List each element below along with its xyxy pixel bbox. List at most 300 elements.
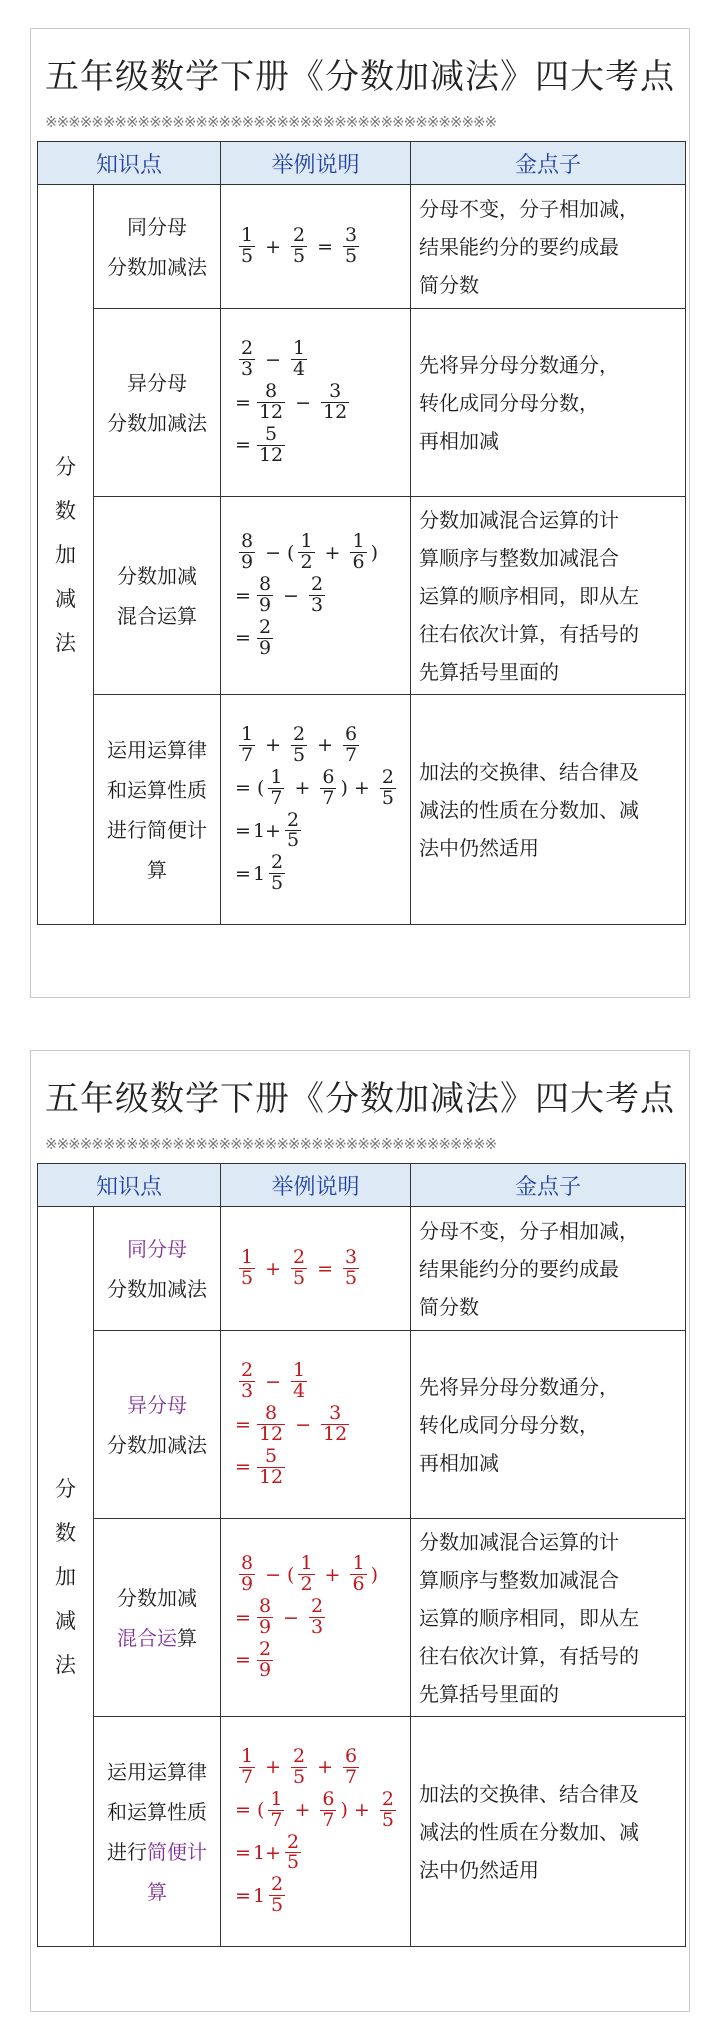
numerator: 2 — [293, 1744, 306, 1767]
numerator: 8 — [241, 530, 254, 553]
denominator: 7 — [345, 1765, 358, 1788]
denominator: 7 — [322, 1808, 335, 1831]
math-line — [235, 382, 410, 423]
operator: + — [265, 1756, 282, 1779]
text-line: 转化成同分母分数， — [419, 1412, 600, 1437]
operator: + — [353, 1799, 370, 1822]
worksheet-card-plain — [30, 28, 690, 998]
numerator: 2 — [310, 573, 324, 596]
numerator: 5 — [264, 1444, 278, 1467]
fraction — [350, 532, 366, 573]
math-line — [235, 1554, 410, 1595]
fraction — [257, 1404, 285, 1445]
denominator: 12 — [323, 1423, 348, 1445]
text-line: = — [235, 777, 251, 800]
operator: = — [317, 1257, 334, 1280]
header-tip: 金点子 — [411, 1164, 686, 1207]
math-line — [235, 575, 410, 616]
topic-cell — [94, 497, 221, 695]
highlighted-term: 算 — [147, 1879, 167, 1904]
text-line: 数 — [55, 498, 76, 523]
topic-cell — [94, 185, 221, 309]
example-cell — [221, 1207, 411, 1331]
math-line — [235, 1875, 410, 1916]
table-header-row — [38, 142, 686, 185]
numerator: 2 — [381, 1787, 394, 1810]
table-header-row — [38, 1164, 686, 1207]
text-line: 同分母 — [127, 214, 187, 239]
numerator: 2 — [293, 722, 306, 745]
denominator: 3 — [310, 1616, 324, 1638]
table-row — [38, 309, 686, 497]
highlighted-term: 混合运 — [117, 1625, 177, 1650]
numerator: 1 — [300, 530, 313, 553]
topic-cell — [94, 1717, 221, 1947]
page-title: 五年级数学下册《分数加减法》四大考点 — [45, 57, 675, 97]
text-line: 法 — [55, 1652, 76, 1677]
operator: + — [317, 734, 334, 757]
numerator: 2 — [241, 1359, 254, 1382]
numerator: 1 — [241, 722, 254, 745]
denominator: 7 — [270, 786, 283, 809]
denominator: 9 — [258, 594, 272, 616]
numerator: 2 — [271, 1873, 284, 1896]
operator: + — [294, 1799, 311, 1822]
numerator: 2 — [293, 224, 306, 247]
denominator: 5 — [271, 872, 284, 895]
numerator: 3 — [329, 380, 342, 403]
numerator: 1 — [270, 1787, 283, 1810]
text-line: ( — [256, 777, 265, 800]
text-line: 分数加减法 — [107, 1276, 207, 1301]
denominator: 5 — [381, 1808, 394, 1831]
text-line: = — [235, 1606, 251, 1629]
math-line — [235, 765, 410, 809]
text-line: 和运算性质 — [107, 1799, 207, 1824]
tip-cell — [411, 185, 686, 309]
header-knowledge-point: 知识点 — [38, 1164, 221, 1207]
text-line: = — [235, 1649, 251, 1672]
numerator: 2 — [271, 851, 284, 874]
text-line: 1+ — [252, 819, 281, 842]
table-row — [38, 1717, 686, 1947]
text-line: ( — [287, 1563, 295, 1586]
numerator: 1 — [293, 1359, 306, 1382]
text-line: = — [235, 1413, 251, 1436]
table-row — [38, 1519, 686, 1717]
operator: + — [324, 1563, 341, 1586]
numerator: 6 — [345, 1744, 358, 1767]
example-cell — [221, 695, 411, 925]
numerator: 2 — [258, 1637, 272, 1660]
denominator: 5 — [293, 245, 306, 267]
text-line: 减 — [55, 586, 76, 611]
tip-cell — [411, 1519, 686, 1717]
fraction — [291, 226, 307, 267]
text-line: 简分数 — [419, 272, 480, 297]
denominator: 6 — [352, 551, 365, 574]
denominator: 7 — [241, 743, 254, 766]
text-line: 分数加减混合运算的计 — [419, 507, 620, 532]
text-line: ) — [370, 541, 378, 564]
fraction — [343, 226, 359, 267]
denominator: 12 — [323, 401, 348, 423]
math-line — [235, 422, 410, 466]
numerator: 3 — [345, 1246, 358, 1269]
decorative-separator: ※※※※※※※※※※※※※※※※※※※※※※※※※※※※※※※※※※※※※※※ — [45, 113, 497, 131]
tip-cell — [411, 1207, 686, 1331]
numerator: 8 — [264, 380, 278, 403]
operator: + — [265, 235, 282, 258]
table-row — [38, 1207, 686, 1331]
text-line: 和运算性质 — [107, 777, 207, 802]
category-cell — [38, 1207, 94, 1947]
numerator: 6 — [322, 1787, 335, 1810]
text-line: 算顺序与整数加减混合 — [419, 545, 620, 570]
operator: − — [265, 1563, 282, 1586]
numerator: 2 — [286, 808, 300, 831]
operator: − — [265, 348, 282, 371]
fraction — [291, 1361, 307, 1402]
fraction — [239, 722, 255, 766]
text-line: ) — [340, 1799, 348, 1822]
denominator: 9 — [241, 1573, 254, 1596]
topic-cell — [94, 695, 221, 925]
operator: + — [324, 541, 341, 564]
topic-cell — [94, 1331, 221, 1519]
math-line — [235, 339, 410, 380]
operator: − — [265, 1370, 282, 1393]
text-line: 往右依次计算，有括号的 — [419, 1643, 640, 1668]
text-line: 进行 — [107, 1839, 147, 1864]
numerator: 1 — [270, 765, 283, 788]
page-title: 五年级数学下册《分数加减法》四大考点 — [45, 1079, 675, 1119]
numerator: 2 — [381, 765, 394, 788]
fraction — [239, 1744, 255, 1788]
fraction — [239, 226, 255, 267]
numerator: 1 — [241, 1246, 254, 1269]
fraction — [380, 1787, 396, 1831]
math-line — [235, 1637, 410, 1681]
example-cell — [221, 309, 411, 497]
numerator: 2 — [241, 337, 254, 360]
denominator: 5 — [293, 1765, 306, 1788]
denominator: 9 — [258, 1616, 272, 1638]
fraction — [291, 339, 307, 380]
numerator: 8 — [258, 573, 272, 596]
operator: − — [283, 584, 299, 607]
example-cell — [221, 497, 411, 695]
header-knowledge-point: 知识点 — [38, 142, 221, 185]
fraction — [298, 1554, 314, 1595]
operator: − — [265, 541, 282, 564]
fraction — [257, 1637, 273, 1681]
example-cell — [221, 1331, 411, 1519]
text-line: 再相加减 — [419, 1450, 500, 1475]
operator: − — [295, 1413, 312, 1436]
fraction — [350, 1554, 366, 1595]
fraction — [291, 1248, 307, 1289]
math-line — [235, 853, 410, 894]
text-line: 结果能约分的要约成最 — [419, 234, 620, 259]
numerator: 2 — [310, 1595, 324, 1618]
text-line: 减法的性质在分数加、减 — [419, 1819, 640, 1844]
topic-cell — [94, 1519, 221, 1717]
denominator: 5 — [271, 1894, 284, 1917]
denominator: 12 — [258, 1423, 284, 1445]
text-line: 先算括号里面的 — [419, 659, 560, 684]
text-line: 1 — [252, 1884, 266, 1907]
fraction — [239, 1554, 255, 1595]
denominator: 7 — [322, 786, 335, 809]
fraction — [343, 722, 359, 766]
text-line: ( — [256, 1799, 265, 1822]
fraction — [257, 382, 285, 423]
denominator: 9 — [258, 1658, 272, 1681]
text-line: 算 — [147, 857, 167, 882]
numerator: 8 — [258, 1595, 272, 1618]
text-line: 分数加减法 — [107, 410, 207, 435]
numerator: 8 — [241, 1552, 254, 1575]
text-line: 加 — [55, 542, 76, 567]
denominator: 2 — [300, 551, 313, 574]
fraction — [343, 1744, 359, 1788]
denominator: 5 — [286, 1851, 300, 1874]
example-cell — [221, 1519, 411, 1717]
denominator: 12 — [258, 401, 284, 423]
numerator: 2 — [258, 615, 272, 638]
text-line: 简分数 — [419, 1294, 480, 1319]
table-row — [38, 497, 686, 695]
fraction — [285, 1830, 301, 1874]
text-line: 分数加减混合运算的计 — [419, 1529, 620, 1554]
topic-cell — [94, 309, 221, 497]
text-line: 数 — [55, 1520, 76, 1545]
fraction — [309, 1597, 325, 1638]
math-line — [235, 1444, 410, 1488]
fraction — [257, 1597, 273, 1638]
text-line: 运用运算律 — [107, 737, 207, 762]
math-line — [235, 532, 410, 573]
knowledge-table — [37, 141, 686, 925]
denominator: 5 — [241, 1267, 254, 1289]
numerator: 6 — [345, 722, 358, 745]
text-line: 算 — [177, 1625, 197, 1650]
denominator: 7 — [345, 743, 358, 766]
numerator: 1 — [241, 1744, 254, 1767]
text-line: 加法的交换律、结合律及 — [419, 1781, 640, 1806]
text-line: 法 — [55, 630, 76, 655]
numerator: 8 — [264, 1402, 278, 1425]
denominator: 12 — [258, 1465, 284, 1488]
fraction — [257, 575, 273, 616]
text-line: 分数加减 — [117, 563, 197, 588]
text-line — [95, 1618, 219, 1658]
fraction — [320, 765, 336, 809]
denominator: 12 — [258, 443, 284, 466]
text-line: 往右依次计算，有括号的 — [419, 621, 640, 646]
denominator: 5 — [381, 786, 394, 809]
denominator: 5 — [293, 1267, 306, 1289]
text-line: ) — [370, 1563, 378, 1586]
fraction — [239, 1248, 255, 1289]
text-line: 1+ — [252, 1841, 281, 1864]
text-line: 加法的交换律、结合律及 — [419, 759, 640, 784]
fraction — [257, 1444, 285, 1488]
worksheet-card-highlighted — [30, 1050, 690, 2012]
example-cell — [221, 1717, 411, 1947]
text-line: = — [235, 584, 251, 607]
topic-cell — [94, 1207, 221, 1331]
text-line: 转化成同分母分数， — [419, 390, 600, 415]
numerator: 1 — [300, 1552, 313, 1575]
fraction — [321, 382, 349, 423]
text-line: 分 — [55, 1476, 76, 1501]
denominator: 7 — [241, 1765, 254, 1788]
numerator: 2 — [286, 1830, 300, 1853]
tip-cell — [411, 1717, 686, 1947]
table-row — [38, 695, 686, 925]
tip-cell — [411, 497, 686, 695]
example-cell — [221, 185, 411, 309]
highlighted-term: 异分母 — [127, 1392, 187, 1417]
denominator: 5 — [293, 743, 306, 766]
text-line — [95, 1832, 219, 1872]
header-tip: 金点子 — [411, 142, 686, 185]
denominator: 5 — [345, 1267, 358, 1289]
math-line — [235, 1404, 410, 1445]
numerator: 1 — [293, 337, 306, 360]
operator: + — [353, 777, 370, 800]
text-line: = — [235, 862, 251, 885]
header-example: 举例说明 — [221, 1164, 411, 1207]
text-line: ) — [340, 777, 348, 800]
operator: − — [283, 1606, 299, 1629]
fraction — [239, 339, 255, 380]
math-line — [235, 1597, 410, 1638]
numerator: 1 — [352, 530, 365, 553]
text-line: = — [235, 1884, 251, 1907]
fraction — [380, 765, 396, 809]
denominator: 7 — [270, 1808, 283, 1831]
highlighted-term: 简便计 — [147, 1839, 207, 1864]
text-line: 先将异分母分数通分， — [419, 1374, 620, 1399]
text-line: 运用运算律 — [107, 1759, 207, 1784]
fraction — [239, 1361, 255, 1402]
fraction — [257, 422, 285, 466]
text-line: 分数加减 — [117, 1585, 197, 1610]
denominator: 3 — [241, 358, 254, 381]
text-line: = — [235, 391, 251, 414]
text-line: 先将异分母分数通分， — [419, 352, 620, 377]
text-line: = — [235, 627, 251, 650]
denominator: 3 — [310, 594, 324, 616]
tip-cell — [411, 1331, 686, 1519]
denominator: 4 — [293, 1380, 306, 1403]
fraction — [298, 532, 314, 573]
text-line: 混合运算 — [117, 603, 197, 628]
text-line: 加 — [55, 1564, 76, 1589]
tip-cell — [411, 695, 686, 925]
text-line: 分数加减法 — [107, 254, 207, 279]
math-line — [235, 808, 410, 852]
fraction — [285, 808, 301, 852]
operator: − — [295, 391, 312, 414]
fraction — [309, 575, 325, 616]
numerator: 2 — [293, 1246, 306, 1269]
denominator: 3 — [241, 1380, 254, 1403]
text-line: 再相加减 — [419, 428, 500, 453]
denominator: 9 — [258, 636, 272, 659]
text-line: ( — [287, 541, 295, 564]
denominator: 5 — [286, 829, 300, 852]
operator: + — [317, 1756, 334, 1779]
denominator: 2 — [300, 1573, 313, 1596]
table-row — [38, 185, 686, 309]
text-line: 异分母 — [127, 370, 187, 395]
header-example: 举例说明 — [221, 142, 411, 185]
numerator: 1 — [352, 1552, 365, 1575]
fraction — [269, 853, 285, 894]
text-line: 减 — [55, 1608, 76, 1633]
operator: + — [294, 777, 311, 800]
text-line: = — [235, 819, 251, 842]
math-line — [235, 722, 410, 766]
fraction — [343, 1248, 359, 1289]
text-line: 1 — [252, 862, 266, 885]
text-line: 分母不变，分子相加减， — [419, 1218, 640, 1243]
math-line — [235, 1744, 410, 1788]
text-line: 法中仍然适用 — [419, 835, 540, 860]
denominator: 4 — [293, 358, 306, 381]
text-line: = — [235, 1841, 251, 1864]
text-line: 先算括号里面的 — [419, 1681, 560, 1706]
operator: + — [265, 734, 282, 757]
denominator: 5 — [241, 245, 254, 267]
operator: = — [317, 235, 334, 258]
text-line: 结果能约分的要约成最 — [419, 1256, 620, 1281]
math-line — [235, 615, 410, 659]
text-line: 分数加减法 — [107, 1432, 207, 1457]
fraction — [268, 765, 284, 809]
fraction — [291, 1744, 307, 1788]
text-line: 进行简便计 — [107, 817, 207, 842]
text-line: 算顺序与整数加减混合 — [419, 1567, 620, 1592]
text-line: = — [235, 1799, 251, 1822]
text-line: 分母不变，分子相加减， — [419, 196, 640, 221]
numerator: 1 — [241, 224, 254, 247]
decorative-separator: ※※※※※※※※※※※※※※※※※※※※※※※※※※※※※※※※※※※※※※※ — [45, 1135, 497, 1153]
math-line — [235, 1361, 410, 1402]
numerator: 5 — [264, 422, 278, 445]
denominator: 5 — [345, 245, 358, 267]
fraction — [257, 615, 273, 659]
denominator: 9 — [241, 551, 254, 574]
math-line — [235, 1830, 410, 1874]
math-line — [235, 1787, 410, 1831]
operator: + — [265, 1257, 282, 1280]
fraction — [291, 722, 307, 766]
category-cell — [38, 185, 94, 925]
math-line — [235, 1248, 410, 1289]
text-line: 分 — [55, 454, 76, 479]
text-line: 法中仍然适用 — [419, 1857, 540, 1882]
text-line: 运算的顺序相同，即从左 — [419, 583, 640, 608]
numerator: 6 — [322, 765, 335, 788]
text-line: 减法的性质在分数加、减 — [419, 797, 640, 822]
denominator: 6 — [352, 1573, 365, 1596]
fraction — [239, 532, 255, 573]
